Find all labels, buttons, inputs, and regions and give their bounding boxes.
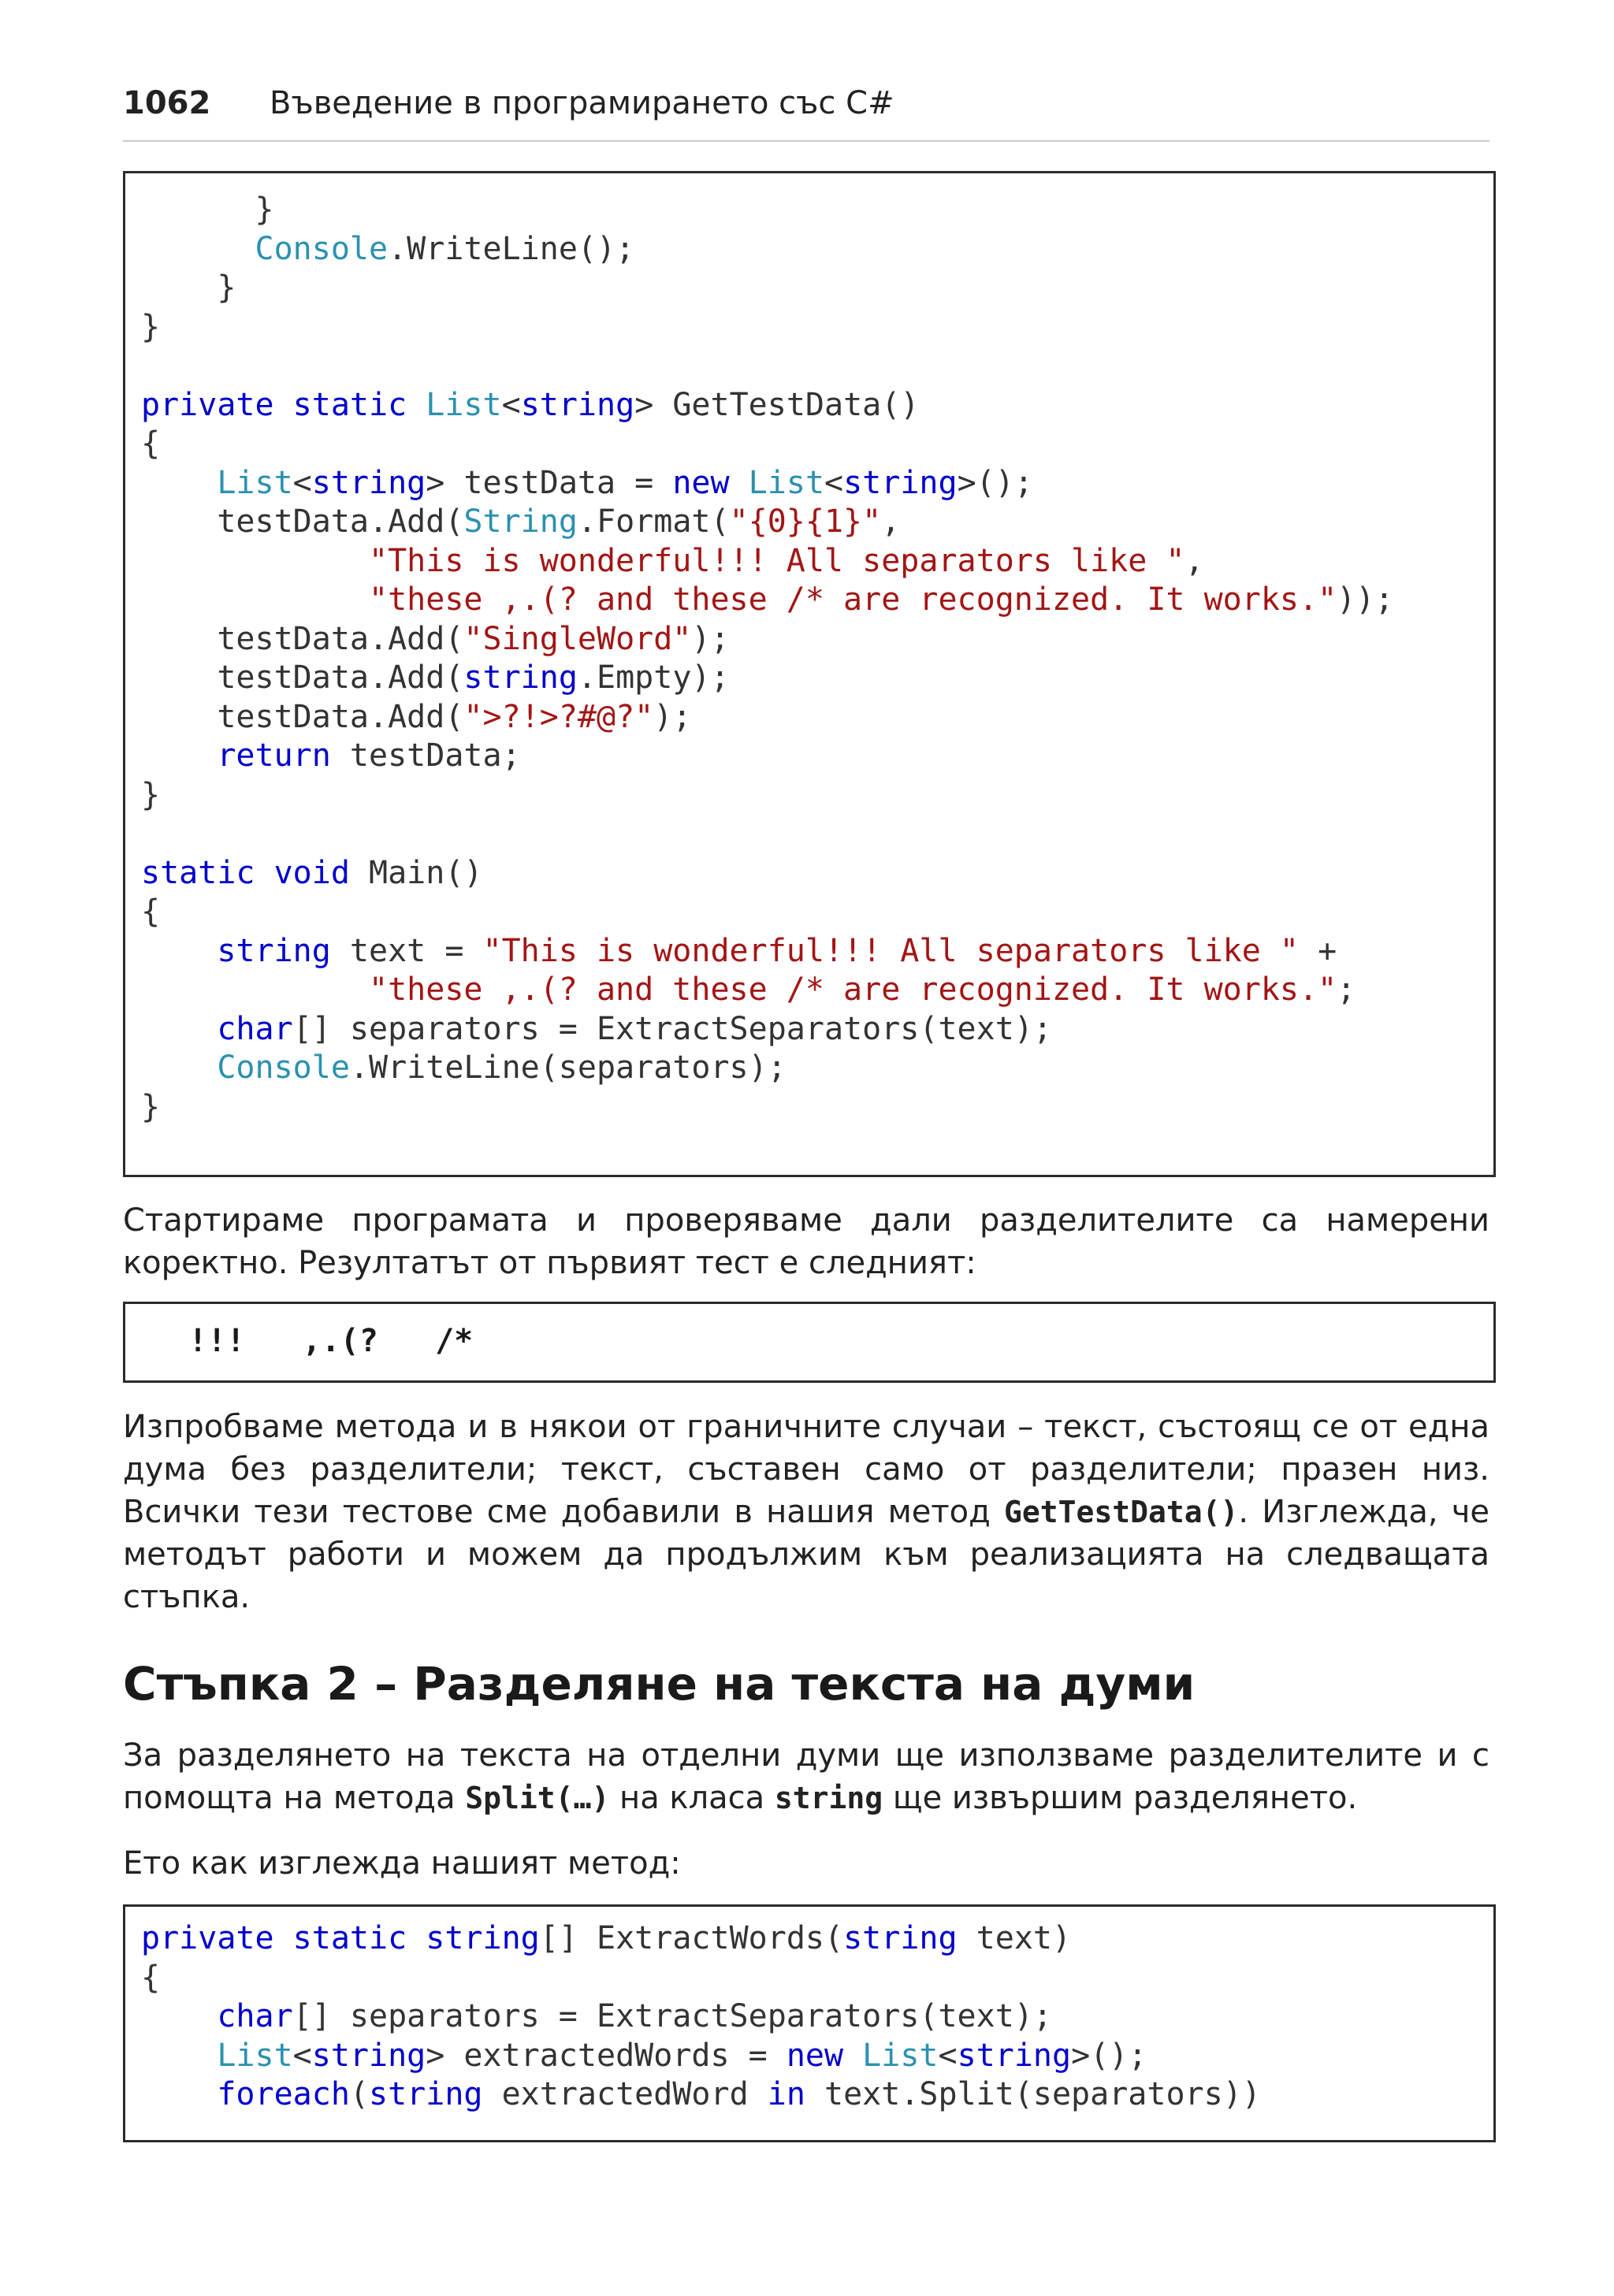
code-line: char[] separators = ExtractSeparators(text); [217,1998,1052,2034]
page-header [123,77,1489,142]
code-line: List<string> extractedWords = new List<string>(); [217,2037,1147,2074]
code-line: testData.Add(String.Format("{0}{1}", [141,503,901,540]
body-paragraph [123,1406,1489,1618]
inline-code: Split(…) [465,1781,610,1815]
code-line: List<string> testData = new List<string>(); [217,464,1033,501]
code-line: private static List<string> GetTestData() [141,386,920,423]
code-line: return testData; [217,737,521,774]
code-line: private static string[] ExtractWords(string text) [141,1920,1072,1956]
code-line: char[] separators = ExtractSeparators(text); [217,1010,1052,1047]
body-paragraph: Ето как изглежда нашият метод: [123,1845,681,1882]
paragraph-text: на класа [609,1780,775,1816]
code-line: } [141,269,236,306]
code-line: } [141,308,161,345]
code-line: "This is wonderful!!! All separators like ", [368,542,1204,579]
body-paragraph: Стартираме програмата и проверяваме дали разделителите са намерени коректно. Резултатът от първият тест е следният: [123,1202,1489,1281]
code-line: foreach(string extractedWord in text.Split(separators)) [217,2076,1261,2112]
code-line: "these ,.(? and these /* are recognized. It works.")); [368,581,1394,618]
code-line: testData.Add(">?!>?#@?"); [141,698,692,735]
running-title: Въведение в програмирането със C# [270,85,894,121]
code-line: } [141,191,274,228]
code-line: { [141,894,161,930]
code-block [123,171,1496,1177]
code-listing [141,191,1393,1127]
code-line: testData.Add("SingleWord"); [141,620,730,657]
code-line: Console.WriteLine(); [255,230,635,267]
console-output: !!! ,.(? /* [188,1323,474,1359]
paragraph-text: За разделянето на текста на отделни думи ще използваме разделителите и с помощта на метода [123,1737,1489,1816]
code-block [123,1904,1496,2142]
code-line: static void Main() [141,854,483,891]
body-paragraph [123,1734,1489,1819]
paragraph-text: Изпробваме метода и в някои от граничните случаи – текст, състоящ се от една дума без разделители; текст, съставен само от разделители; празен низ. Всички тези тестове сме добавили в нашия метод [123,1409,1489,1530]
code-line: testData.Add(string.Empty); [141,659,730,696]
code-line: { [141,425,161,462]
code-line: "these ,.(? and these /* are recognized. It works."; [368,972,1356,1008]
page-number: 1062 [123,85,211,121]
code-line: Console.WriteLine(separators); [217,1050,787,1086]
section-heading: Стъпка 2 – Разделяне на текста на думи [123,1657,1196,1711]
code-listing [141,1919,1261,2115]
output-block [123,1302,1496,1383]
code-line: } [141,1088,161,1125]
inline-code: string [774,1781,883,1815]
code-line: { [141,1959,161,1996]
paragraph-text: . Изглежда, че методът работи и можем да продължим към реализацията на следващата стъпка. [123,1494,1489,1615]
code-line: } [141,776,161,813]
code-line: string text = "This is wonderful!!! All separators like " + [217,932,1337,969]
inline-code: GetTestData() [1003,1495,1239,1529]
paragraph-text: ще извършим разделянето. [883,1780,1358,1816]
